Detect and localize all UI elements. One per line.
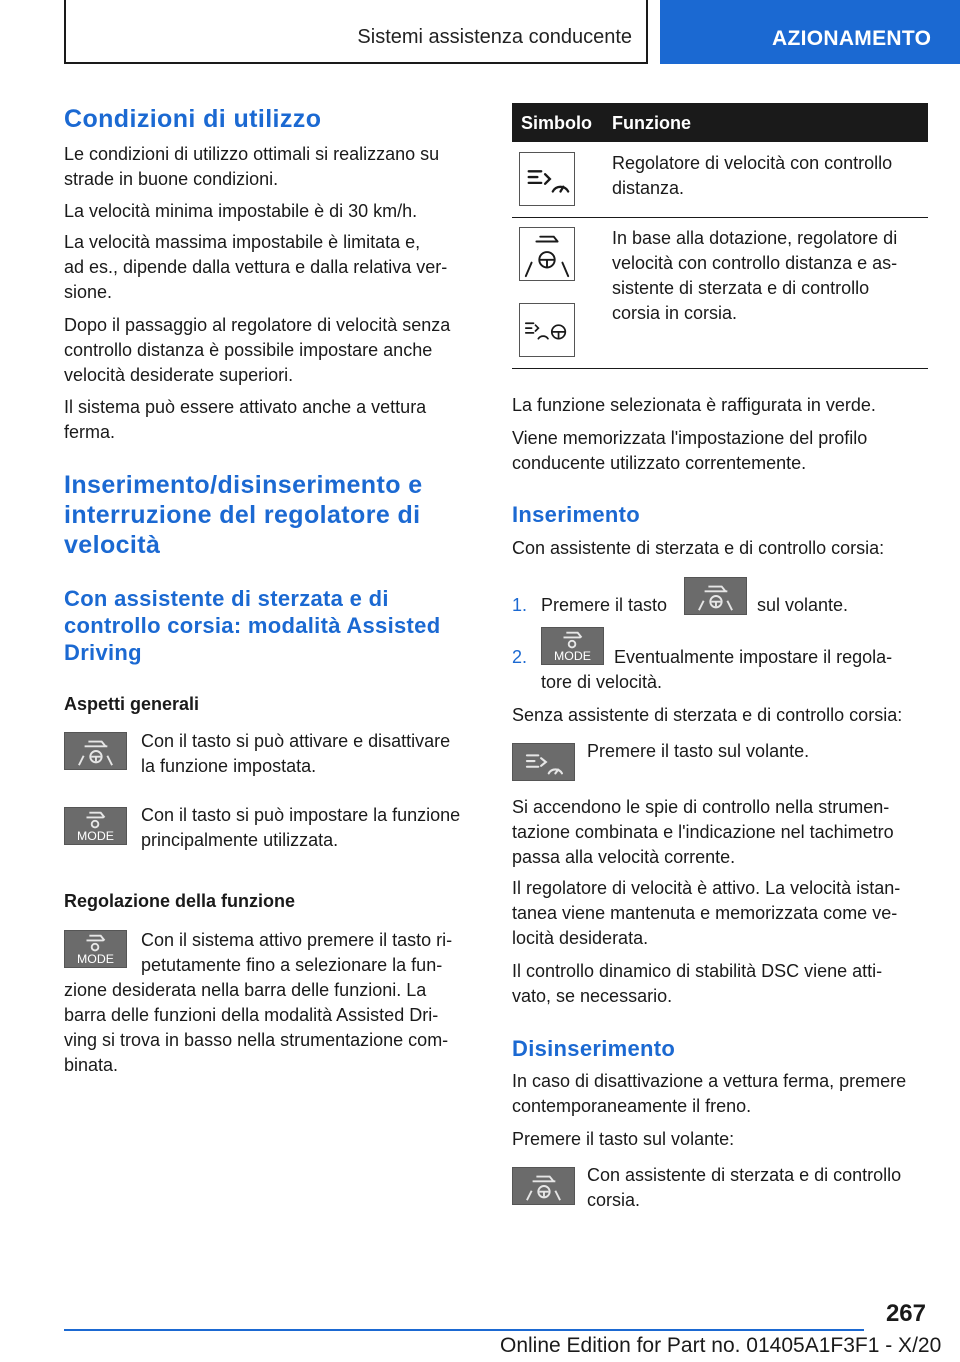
text-line: In caso di disattivazione a vettura ferma, premere: [512, 1071, 907, 1091]
heading-assisted-driving: [64, 585, 440, 666]
step-1-text-b: sul volante.: [757, 595, 849, 615]
step-1-text-a: Premere il tasto: [541, 595, 668, 615]
step-2-text-line2: tore di velocità.: [541, 672, 663, 692]
paragraph-max-speed: [64, 230, 447, 305]
text-line: Con assistente di sterzata e di controllo: [587, 1165, 902, 1185]
table-header: [512, 103, 928, 142]
text-line: tazione combinata e l'indicazione nel tachimetro: [512, 822, 894, 842]
text-line: vato, se necessario.: [512, 986, 673, 1006]
text-line: principalmente utilizzata.: [141, 830, 339, 850]
text-line: barra delle funzioni della modalità Assisted Dri-: [64, 1005, 439, 1025]
heading-line: velocità: [64, 531, 161, 559]
text-line: ad es., dipende dalla vettura e dalla relativa ver-: [64, 257, 448, 277]
text-line: Regolatore di velocità con controllo: [612, 153, 893, 173]
text-line: corsia in corsia.: [612, 303, 738, 323]
text-line: controllo distanza è possibile impostare anche: [64, 340, 433, 360]
paragraph-selected-green: La funzione selezionata è raffigurata in verde.: [512, 395, 876, 415]
text-line: sione.: [64, 282, 113, 302]
text-line: Viene memorizzata l'impostazione del profilo: [512, 428, 868, 448]
text-line: corsia.: [587, 1190, 641, 1210]
step-2-number: 2.: [512, 647, 528, 667]
text-line: velocità con controllo distanza e as-: [612, 253, 898, 273]
text-line: binata.: [64, 1055, 119, 1075]
text-line: contemporaneamente il freno.: [512, 1096, 752, 1116]
text-line: Con il tasto si può attivare e disattivare: [141, 731, 451, 751]
paragraph-conditions: [64, 142, 484, 192]
text-line: la funzione impostata.: [141, 756, 317, 776]
text-line: tanea viene mantenuta e memorizzata come ve-: [512, 903, 898, 923]
table-header-function: Funzione: [612, 113, 691, 133]
paragraph-profile-saved: [512, 426, 867, 476]
paragraph-without-assist: Senza assistente di sterzata e di controllo corsia:: [512, 705, 903, 725]
svg-text:MODE: MODE: [77, 829, 114, 844]
table-row-1-function: [612, 151, 892, 201]
heading-line: interruzione del regolatore di: [64, 501, 421, 529]
text-line: In base alla dotazione, regolatore di: [612, 228, 898, 248]
paragraph-min-speed: La velocità minima impostabile è di 30 km/h.: [64, 201, 418, 221]
mode-button-icon: [64, 807, 127, 845]
heading-inserimento: Inserimento: [512, 502, 640, 527]
svg-text:MODE: MODE: [77, 952, 114, 967]
heading-line: Driving: [64, 640, 142, 665]
heading-line: Inserimento/disinserimento e: [64, 471, 423, 499]
text-line: Il sistema può essere attivato anche a vettura: [64, 397, 427, 417]
paragraph-with-assist: Con assistente di sterzata e di controllo corsia:: [512, 538, 885, 558]
table-bottom-border: [512, 368, 928, 369]
heading-condizioni: Condizioni di utilizzo: [64, 105, 322, 133]
header-section-label: Sistemi assistenza conducente: [357, 26, 632, 48]
heading-inserimento-disinserimento: [64, 470, 423, 560]
table-header-symbol: Simbolo: [521, 113, 592, 133]
text-line: Con il sistema attivo premere il tasto ri-: [141, 930, 453, 950]
text-line: ving si trova in basso nella strumentazione com-: [64, 1030, 449, 1050]
text-line: Si accendono le spie di controllo nella strumen-: [512, 797, 890, 817]
regolazione-text-tail: [64, 978, 448, 1078]
heading-line: Con assistente di sterzata e di: [64, 586, 389, 611]
heading-aspetti-generali: Aspetti generali: [64, 694, 200, 714]
text-line: locità desiderata.: [512, 928, 649, 948]
text-line: distanza.: [612, 178, 685, 198]
paragraph-press-key: Premere il tasto sul volante.: [587, 741, 810, 761]
heading-disinserimento: Disinserimento: [512, 1036, 676, 1061]
heading-line: controllo corsia: modalità Assisted: [64, 613, 441, 638]
text-line: passa alla velocità corrente.: [512, 847, 736, 867]
text-line: sistente di sterzata e di controllo: [612, 278, 870, 298]
text-line: Con il tasto si può impostare la funzione: [141, 805, 461, 825]
aspetti-text-2: [141, 803, 460, 853]
assist-button-icon: [64, 732, 127, 770]
header-section-title: [64, 0, 648, 64]
header-chapter-label: AZIONAMENTO: [772, 27, 932, 50]
text-line: velocità desiderate superiori.: [64, 365, 294, 385]
footer-rule: [64, 1329, 864, 1331]
text-line: Il controllo dinamico di stabilità DSC viene atti-: [512, 961, 883, 981]
paragraph-higher-speeds: [64, 313, 450, 388]
steering-assist-icon: [519, 227, 575, 281]
mode-button-icon: [541, 627, 604, 665]
text-line: strade in buone condizioni.: [64, 169, 279, 189]
paragraph-cruise-active: [512, 876, 900, 951]
text-line: La velocità massima impostabile è limitata e,: [64, 232, 421, 252]
paragraph-press-key-steering: Premere il tasto sul volante:: [512, 1129, 735, 1149]
paragraph-indicator-lights: [512, 795, 894, 870]
page-number: 267: [885, 1300, 926, 1327]
paragraph-with-assist-short: [587, 1163, 901, 1213]
text-line: zione desiderata nella barra delle funzioni. La: [64, 980, 427, 1000]
table-row-divider: [512, 217, 928, 218]
paragraph-deactivate-standstill: [512, 1069, 906, 1119]
assist-button-icon: [512, 1167, 575, 1205]
cruise-control-distance-icon: [519, 152, 575, 206]
paragraph-dsc: [512, 959, 882, 1009]
aspetti-text-1: [141, 729, 450, 779]
paragraph-standstill: [64, 395, 426, 445]
text-line: ferma.: [64, 422, 116, 442]
text-line: Dopo il passaggio al regolatore di velocità senza: [64, 315, 451, 335]
step-2-text-line1: Eventualmente impostare il regola-: [614, 647, 893, 667]
svg-text:MODE: MODE: [554, 649, 591, 664]
table-row-2-function: [612, 226, 897, 326]
cruise-steering-combined-icon: [519, 303, 575, 357]
text-line: petutamente fino a selezionare la fun-: [141, 955, 443, 975]
heading-regolazione: Regolazione della funzione: [64, 891, 296, 911]
mode-button-icon: [64, 930, 127, 968]
assist-button-icon: [684, 577, 747, 615]
cruise-button-icon: [512, 743, 575, 781]
regolazione-text-head: [141, 928, 452, 978]
text-line: conducente utilizzato correntemente.: [512, 453, 807, 473]
text-line: Il regolatore di velocità è attivo. La velocità istan-: [512, 878, 901, 898]
text-line: Le condizioni di utilizzo ottimali si realizzano su: [64, 144, 440, 164]
footer-edition: Online Edition for Part no. 01405A1F3F1 - X/20: [500, 1334, 942, 1357]
header-chapter-tab: [660, 0, 960, 64]
step-1-number: 1.: [512, 595, 528, 615]
